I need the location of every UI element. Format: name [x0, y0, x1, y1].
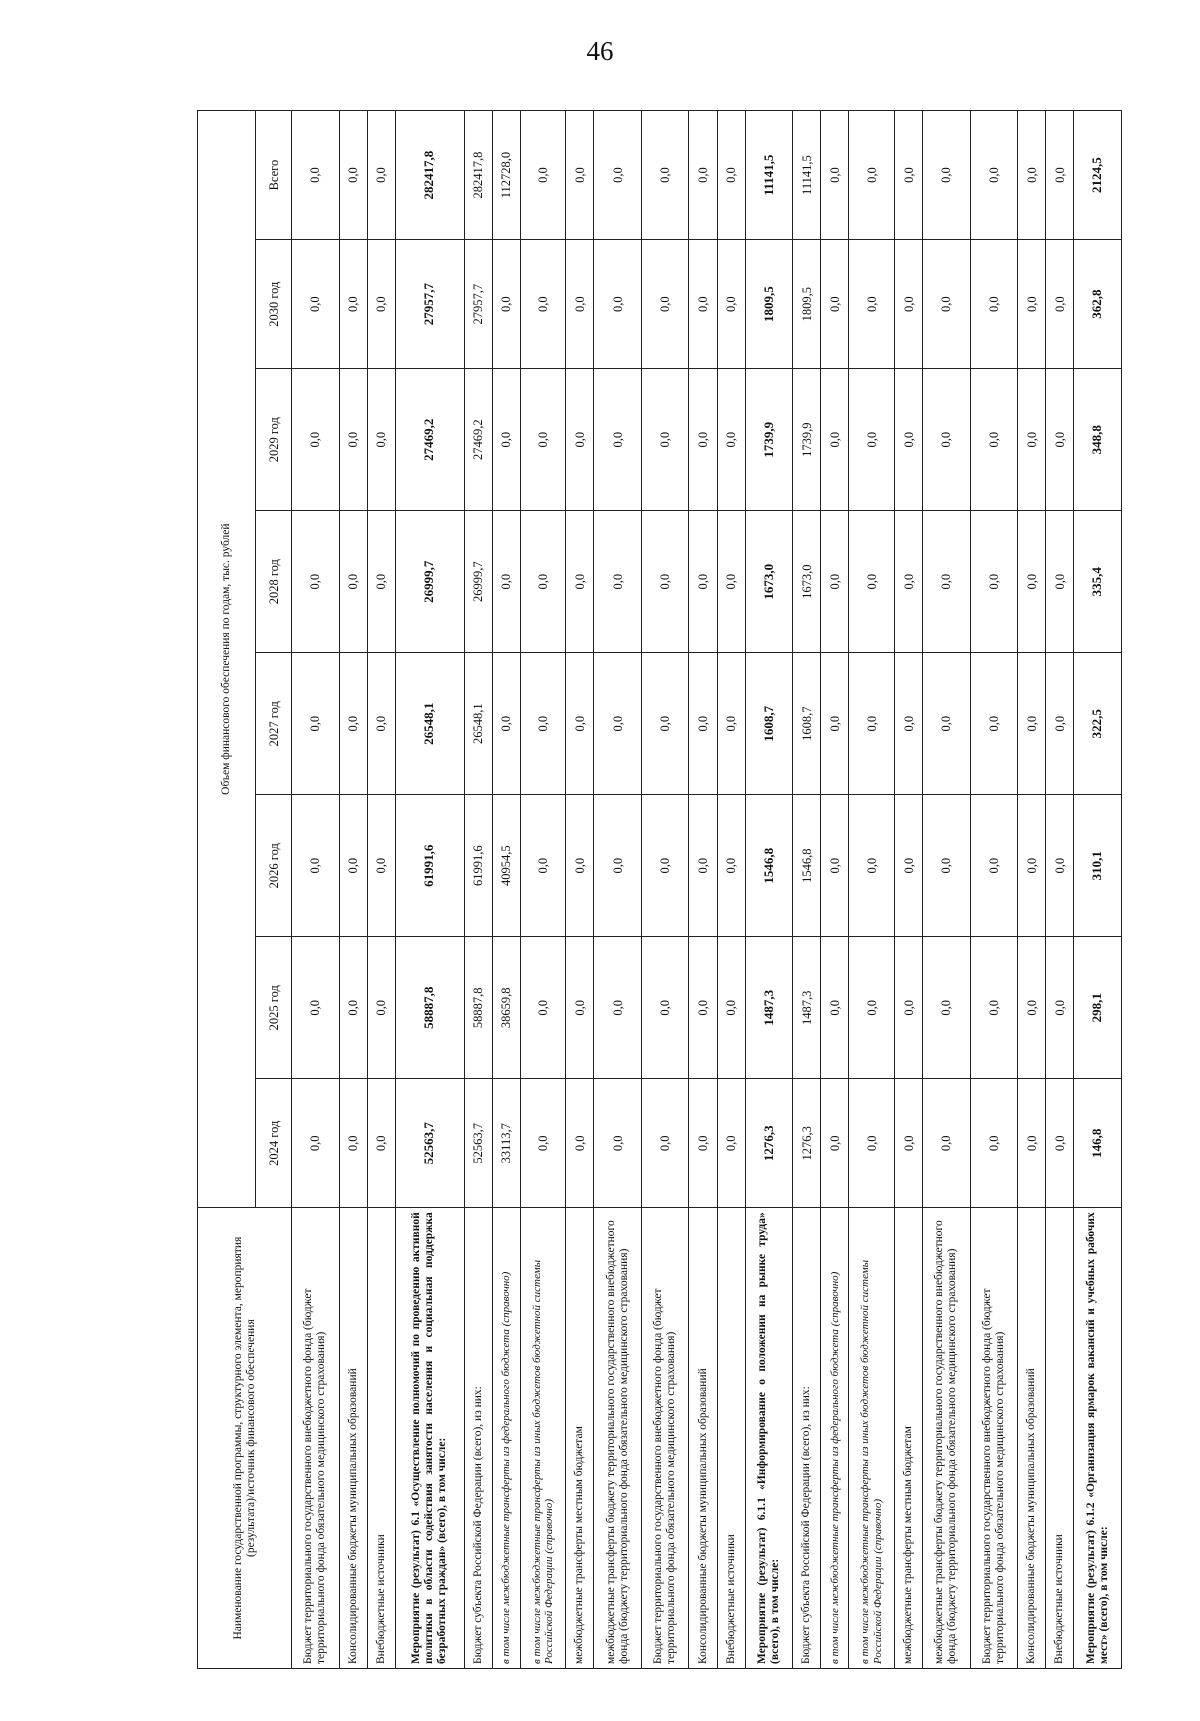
value-cell: 11141,5: [745, 111, 793, 240]
value-cell: 0,0: [821, 111, 849, 240]
row-label: межбюджетные трансферты местным бюджетам: [566, 1208, 594, 1669]
value-cell: 0,0: [367, 653, 395, 795]
value-cell: 27957,7: [464, 240, 492, 369]
row-label: в том числе межбюджетные трансферты из федерального бюджета (справочно): [492, 1208, 520, 1669]
name-column-header: Наименование государственной программы, структурного элемента, мероприятия (результата)/источник финансового обеспечения: [198, 1208, 292, 1669]
value-cell: 0,0: [970, 111, 1018, 240]
value-cell: 1487,3: [745, 937, 793, 1079]
value-cell: 0,0: [492, 511, 520, 653]
value-cell: 0,0: [1018, 511, 1046, 653]
value-cell: 0,0: [849, 653, 895, 795]
value-cell: 0,0: [566, 795, 594, 937]
value-cell: 0,0: [520, 937, 566, 1079]
value-cell: 0,0: [895, 653, 923, 795]
value-cell: 38659,8: [492, 937, 520, 1079]
table-row: [689, 111, 717, 1669]
value-cell: 0,0: [1046, 653, 1074, 795]
table-row: [566, 111, 594, 1669]
value-cell: 0,0: [1046, 795, 1074, 937]
value-cell: 0,0: [821, 240, 849, 369]
value-cell: 0,0: [292, 111, 340, 240]
value-cell: 0,0: [566, 1079, 594, 1208]
value-cell: 1809,5: [793, 240, 821, 369]
value-cell: 0,0: [594, 240, 642, 369]
row-label: Бюджет субъекта Российской Федерации (всего), из них:: [793, 1208, 821, 1669]
row-label: Консолидированные бюджеты муниципальных образований: [1018, 1208, 1046, 1669]
row-label: Бюджет субъекта Российской Федерации (всего), из них:: [464, 1208, 492, 1669]
row-label: Мероприятие (результат) 6.1 «Осуществление полномочий по проведению активной политики в области содействия занятости населения и социальная поддержка безработных граждан» (всего), в том числе:: [395, 1208, 464, 1669]
value-cell: 0,0: [292, 369, 340, 511]
value-cell: 0,0: [689, 240, 717, 369]
value-cell: 0,0: [923, 511, 971, 653]
value-cell: 0,0: [717, 111, 745, 240]
value-cell: 0,0: [292, 1079, 340, 1208]
value-cell: 61991,6: [464, 795, 492, 937]
value-cell: 0,0: [339, 653, 367, 795]
table-row: [1074, 111, 1122, 1669]
value-cell: 0,0: [492, 653, 520, 795]
value-cell: 0,0: [717, 795, 745, 937]
value-cell: 0,0: [367, 511, 395, 653]
value-cell: 348,8: [1074, 369, 1122, 511]
value-cell: 0,0: [1018, 111, 1046, 240]
value-cell: 0,0: [1046, 1079, 1074, 1208]
year-column-header: 2027 год: [256, 653, 292, 795]
value-cell: 0,0: [717, 1079, 745, 1208]
value-cell: 1276,3: [745, 1079, 793, 1208]
table-row: [717, 111, 745, 1669]
value-cell: 0,0: [566, 511, 594, 653]
value-cell: 0,0: [923, 937, 971, 1079]
value-cell: 0,0: [367, 1079, 395, 1208]
value-cell: 0,0: [367, 111, 395, 240]
value-cell: 0,0: [923, 1079, 971, 1208]
value-cell: 0,0: [970, 240, 1018, 369]
value-cell: 0,0: [923, 653, 971, 795]
value-cell: 0,0: [292, 511, 340, 653]
value-cell: 0,0: [849, 937, 895, 1079]
value-cell: 11141,5: [793, 111, 821, 240]
value-cell: 0,0: [923, 369, 971, 511]
table-row: [492, 111, 520, 1669]
value-cell: 0,0: [292, 240, 340, 369]
value-cell: 1546,8: [793, 795, 821, 937]
row-label: Внебюджетные источники: [367, 1208, 395, 1669]
value-cell: 0,0: [1046, 369, 1074, 511]
table-row: [641, 111, 689, 1669]
value-cell: 335,4: [1074, 511, 1122, 653]
value-cell: 0,0: [339, 511, 367, 653]
value-cell: 0,0: [492, 369, 520, 511]
value-cell: 0,0: [594, 511, 642, 653]
row-label: межбюджетные трансферты бюджету территориального государственного внебюджетного фонда (бюджету территориального фонда обязательного медицинского страхования): [594, 1208, 642, 1669]
value-cell: 1673,0: [745, 511, 793, 653]
value-cell: 0,0: [566, 369, 594, 511]
value-cell: 0,0: [970, 1079, 1018, 1208]
value-cell: 0,0: [849, 369, 895, 511]
value-cell: 0,0: [520, 240, 566, 369]
value-cell: 0,0: [689, 369, 717, 511]
value-cell: 310,1: [1074, 795, 1122, 937]
row-label: в том числе межбюджетные трансферты из иных бюджетов бюджетной системы Российской Федерации (справочно): [849, 1208, 895, 1669]
value-cell: 0,0: [367, 937, 395, 1079]
value-cell: 0,0: [367, 240, 395, 369]
value-cell: 0,0: [717, 511, 745, 653]
value-cell: 0,0: [689, 1079, 717, 1208]
value-cell: 0,0: [970, 795, 1018, 937]
value-cell: 0,0: [970, 653, 1018, 795]
table-row: [1018, 111, 1046, 1669]
row-label: Внебюджетные источники: [1046, 1208, 1074, 1669]
value-cell: 0,0: [520, 1079, 566, 1208]
value-cell: 0,0: [520, 795, 566, 937]
value-cell: 0,0: [1018, 240, 1046, 369]
value-cell: 1739,9: [745, 369, 793, 511]
value-cell: 0,0: [1018, 795, 1046, 937]
value-cell: 58887,8: [464, 937, 492, 1079]
year-column-header: 2026 год: [256, 795, 292, 937]
value-cell: 0,0: [923, 795, 971, 937]
value-cell: 0,0: [821, 369, 849, 511]
value-cell: 0,0: [641, 511, 689, 653]
value-cell: 0,0: [594, 369, 642, 511]
row-label: в том числе межбюджетные трансферты из федерального бюджета (справочно): [821, 1208, 849, 1669]
value-cell: 0,0: [895, 511, 923, 653]
value-cell: 0,0: [1018, 1079, 1046, 1208]
row-label: Консолидированные бюджеты муниципальных образований: [339, 1208, 367, 1669]
year-column-header: 2028 год: [256, 511, 292, 653]
value-cell: 0,0: [1046, 511, 1074, 653]
value-cell: 0,0: [566, 653, 594, 795]
row-label: Мероприятие (результат) 6.1.1 «Информирование о положении на рынке труда» (всего), в том числе:: [745, 1208, 793, 1669]
value-cell: 0,0: [520, 369, 566, 511]
value-cell: 362,8: [1074, 240, 1122, 369]
value-cell: 26999,7: [464, 511, 492, 653]
row-label: Бюджет территориального государственного внебюджетного фонда (бюджет территориального фонда обязательного медицинского страхования): [970, 1208, 1018, 1669]
year-column-header: 2025 год: [256, 937, 292, 1079]
value-cell: 33113,7: [492, 1079, 520, 1208]
value-cell: 0,0: [1018, 937, 1046, 1079]
year-column-header: Всего: [256, 111, 292, 240]
value-cell: 1739,9: [793, 369, 821, 511]
table-row: [464, 111, 492, 1669]
value-cell: 0,0: [895, 795, 923, 937]
value-cell: 0,0: [970, 937, 1018, 1079]
value-cell: 146,8: [1074, 1079, 1122, 1208]
value-cell: 0,0: [520, 511, 566, 653]
value-cell: 0,0: [1046, 111, 1074, 240]
value-cell: 0,0: [594, 795, 642, 937]
year-column-header: 2030 год: [256, 240, 292, 369]
value-cell: 0,0: [367, 369, 395, 511]
value-cell: 26999,7: [395, 511, 464, 653]
value-cell: 0,0: [717, 240, 745, 369]
value-cell: 0,0: [641, 369, 689, 511]
value-cell: 0,0: [292, 795, 340, 937]
value-cell: 0,0: [566, 111, 594, 240]
value-cell: 0,0: [689, 111, 717, 240]
value-cell: 282417,8: [395, 111, 464, 240]
value-cell: 0,0: [339, 111, 367, 240]
value-cell: 0,0: [821, 511, 849, 653]
row-label: межбюджетные трансферты бюджету территориального государственного внебюджетного фонда (бюджету территориального фонда обязательного медицинского страхования): [923, 1208, 971, 1669]
page-number: 46: [586, 36, 614, 66]
value-cell: 0,0: [717, 369, 745, 511]
rotated-table-container: [197, 110, 1122, 1669]
table-row: [395, 111, 464, 1669]
value-cell: 61991,6: [395, 795, 464, 937]
table-row: [520, 111, 566, 1669]
value-cell: 0,0: [849, 1079, 895, 1208]
value-cell: 0,0: [821, 1079, 849, 1208]
table-row: [745, 111, 793, 1669]
value-cell: 1809,5: [745, 240, 793, 369]
row-label: в том числе межбюджетные трансферты из иных бюджетов бюджетной системы Российской Федерации (справочно): [520, 1208, 566, 1669]
value-cell: 112728,0: [492, 111, 520, 240]
year-column-header: 2029 год: [256, 369, 292, 511]
value-cell: 1673,0: [793, 511, 821, 653]
row-label: Внебюджетные источники: [717, 1208, 745, 1669]
value-cell: 0,0: [895, 1079, 923, 1208]
value-cell: 1608,7: [793, 653, 821, 795]
table-row: [793, 111, 821, 1669]
value-cell: 0,0: [520, 111, 566, 240]
value-cell: 0,0: [594, 1079, 642, 1208]
value-cell: 1608,7: [745, 653, 793, 795]
value-cell: 0,0: [641, 111, 689, 240]
value-cell: 0,0: [566, 937, 594, 1079]
value-cell: 52563,7: [395, 1079, 464, 1208]
value-cell: 58887,8: [395, 937, 464, 1079]
year-column-header: 2024 год: [256, 1079, 292, 1208]
value-cell: 0,0: [520, 653, 566, 795]
value-cell: 27469,2: [464, 369, 492, 511]
value-cell: 0,0: [1046, 240, 1074, 369]
financing-group-header: Объем финансового обеспечения по годам, тыс. рублей: [198, 111, 256, 1208]
table-row: [367, 111, 395, 1669]
value-cell: 2124,5: [1074, 111, 1122, 240]
value-cell: 0,0: [717, 937, 745, 1079]
value-cell: 27957,7: [395, 240, 464, 369]
value-cell: 0,0: [641, 653, 689, 795]
table-row: [895, 111, 923, 1669]
value-cell: 0,0: [895, 937, 923, 1079]
value-cell: 0,0: [367, 795, 395, 937]
table-row: [594, 111, 642, 1669]
value-cell: 0,0: [339, 1079, 367, 1208]
value-cell: 0,0: [923, 240, 971, 369]
value-cell: 0,0: [821, 937, 849, 1079]
value-cell: 0,0: [641, 937, 689, 1079]
value-cell: 0,0: [849, 240, 895, 369]
value-cell: 0,0: [566, 240, 594, 369]
value-cell: 0,0: [970, 369, 1018, 511]
value-cell: 0,0: [717, 653, 745, 795]
value-cell: 26548,1: [395, 653, 464, 795]
value-cell: 0,0: [689, 653, 717, 795]
value-cell: 0,0: [594, 653, 642, 795]
value-cell: 26548,1: [464, 653, 492, 795]
value-cell: 0,0: [689, 511, 717, 653]
value-cell: 0,0: [821, 653, 849, 795]
value-cell: 40954,5: [492, 795, 520, 937]
value-cell: 0,0: [594, 937, 642, 1079]
value-cell: 0,0: [849, 511, 895, 653]
value-cell: 0,0: [821, 795, 849, 937]
value-cell: 0,0: [339, 795, 367, 937]
financing-table: [197, 110, 1122, 1669]
value-cell: 1487,3: [793, 937, 821, 1079]
value-cell: 0,0: [849, 111, 895, 240]
value-cell: 0,0: [1018, 653, 1046, 795]
table-row: [821, 111, 849, 1669]
value-cell: 52563,7: [464, 1079, 492, 1208]
value-cell: 1276,3: [793, 1079, 821, 1208]
value-cell: 0,0: [689, 937, 717, 1079]
table-row: [339, 111, 367, 1669]
value-cell: 0,0: [641, 1079, 689, 1208]
value-cell: 0,0: [895, 369, 923, 511]
value-cell: 0,0: [339, 240, 367, 369]
value-cell: 0,0: [594, 111, 642, 240]
value-cell: 0,0: [339, 369, 367, 511]
value-cell: 0,0: [970, 511, 1018, 653]
value-cell: 0,0: [292, 937, 340, 1079]
value-cell: 0,0: [339, 937, 367, 1079]
value-cell: 0,0: [641, 795, 689, 937]
table-row: [970, 111, 1018, 1669]
row-label: Бюджет территориального государственного внебюджетного фонда (бюджет территориального фонда обязательного медицинского страхования): [292, 1208, 340, 1669]
value-cell: 0,0: [1046, 937, 1074, 1079]
value-cell: 0,0: [1018, 369, 1046, 511]
row-label: межбюджетные трансферты местным бюджетам: [895, 1208, 923, 1669]
value-cell: 298,1: [1074, 937, 1122, 1079]
row-label: Мероприятие (результат) 6.1.2 «Организация ярмарок вакансий и учебных рабочих мест» (всего), в том числе:: [1074, 1208, 1122, 1669]
row-label: Консолидированные бюджеты муниципальных образований: [689, 1208, 717, 1669]
value-cell: 1546,8: [745, 795, 793, 937]
table-row: [849, 111, 895, 1669]
table-row: [1046, 111, 1074, 1669]
value-cell: 0,0: [895, 111, 923, 240]
value-cell: 0,0: [849, 795, 895, 937]
value-cell: 282417,8: [464, 111, 492, 240]
value-cell: 0,0: [895, 240, 923, 369]
value-cell: 0,0: [492, 240, 520, 369]
row-label: Бюджет территориального государственного внебюджетного фонда (бюджет территориального фонда обязательного медицинского страхования): [641, 1208, 689, 1669]
value-cell: 0,0: [689, 795, 717, 937]
value-cell: 322,5: [1074, 653, 1122, 795]
value-cell: 0,0: [641, 240, 689, 369]
value-cell: 0,0: [923, 111, 971, 240]
table-row: [923, 111, 971, 1669]
table-row: [292, 111, 340, 1669]
value-cell: 0,0: [292, 653, 340, 795]
value-cell: 27469,2: [395, 369, 464, 511]
